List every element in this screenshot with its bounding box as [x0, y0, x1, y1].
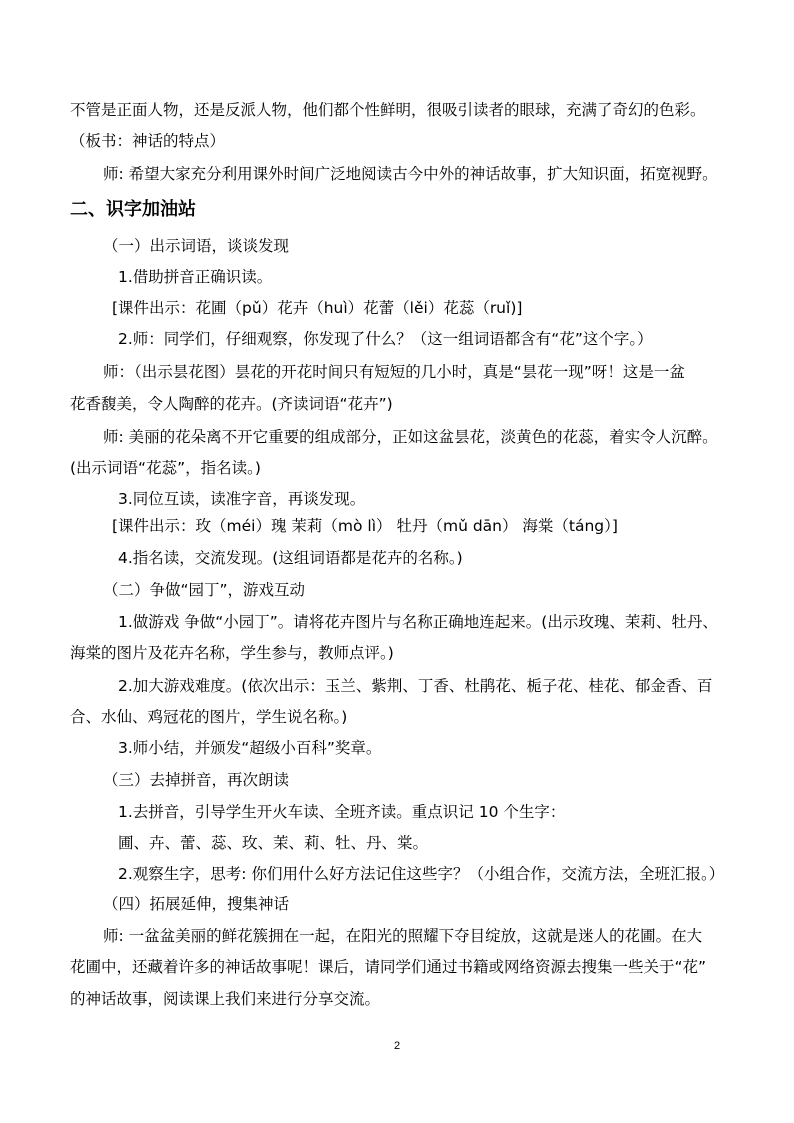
paragraph-line: 师: 一盆盆美丽的鲜花簇拥在一起，在阳光的照耀下夺目绽放，这就是迷人的花圃。在大: [103, 927, 703, 945]
subsection-heading: （三）去掉拼音，再次朗读: [103, 771, 290, 789]
character-list: 圃、卉、蕾、蕊、玫、茉、莉、牡、丹、棠。: [118, 834, 429, 852]
paragraph-line: 1.去拼音，引导学生开火车读、全班齐读。重点识记 10 个生字：: [118, 803, 566, 821]
board-note: （板书：神话的特点）: [70, 132, 226, 150]
paragraph-line: 师: 希望大家充分利用课外时间广泛地阅读古今中外的神话故事，扩大知识面，拓宽视野。: [103, 165, 718, 183]
paragraph-line: 师：（出示昙花图）昙花的开花时间只有短短的几小时，真是“昙花一现”呀！这是一盆: [103, 363, 685, 381]
paragraph-line: [课件出示：花圃（pǔ）花卉（huì）花蕾（lěi）花蕊（ruǐ)]: [112, 299, 523, 317]
paragraph-line: 2.师：同学们，仔细观察，你发现了什么？（这一组词语都含有“花”这个字。）: [118, 330, 653, 348]
paragraph-line: 的神话故事，阅读课上我们来进行分享交流。: [70, 990, 381, 1008]
subsection-heading: （一）出示词语，谈谈发现: [103, 237, 290, 255]
paragraph-line: 花香馥美，令人陶醉的花卉。(齐读词语“花卉”): [70, 395, 393, 413]
paragraph-line: 合、水仙、鸡冠花的图片，学生说名称。): [70, 708, 348, 726]
paragraph-line: 2.加大游戏难度。(依次出示：玉兰、紫荆、丁香、杜鹃花、栀子花、桂花、郁金香、百: [118, 677, 713, 695]
paragraph-line: 3.师小结，并颁发“超级小百科”奖章。: [118, 739, 382, 757]
paragraph-line: 海棠的图片及花卉名称，学生参与，教师点评。): [70, 644, 394, 662]
paragraph-line: 4.指名读，交流发现。(这组词语都是花卉的名称。): [118, 549, 463, 567]
subsection-heading: （二）争做“园丁”，游戏互动: [103, 581, 306, 599]
paragraph-line: [课件出示：玫（méi）瑰 茉莉（mò lì） 牡丹（mǔ dān） 海棠（táng）]: [112, 517, 618, 535]
subsection-heading: （四）拓展延伸，搜集神话: [103, 895, 290, 913]
paragraph-line: 师: 美丽的花朵离不开它重要的组成部分，正如这盆昙花，淡黄色的花蕊，着实令人沉醉。: [103, 428, 718, 446]
paragraph-line: 2.观察生字，思考: 你们用什么好方法记住这些字？（小组合作，交流方法，全班汇报。）: [118, 865, 725, 883]
paragraph-line: 3.同位互读，读准字音，再谈发现。: [118, 490, 366, 508]
paragraph-line: 不管是正面人物，还是反派人物，他们都个性鲜明，很吸引读者的眼球，充满了奇幻的色彩。: [70, 101, 706, 119]
paragraph-line: 1.做游戏 争做“小园丁”。请将花卉图片与名称正确地连起来。(出示玫瑰、茉莉、牡丹、: [118, 613, 718, 631]
paragraph-line: 1.借助拼音正确识读。: [118, 268, 273, 286]
section-heading: 二、识字加油站: [70, 199, 196, 220]
page-number: 2: [393, 1040, 401, 1052]
paragraph-line: 花圃中，还藏着许多的神话故事呢！课后，请同学们通过书籍或网络资源去搜集一些关于“花”: [70, 958, 707, 976]
paragraph-line: (出示词语“花蕊”，指名读。): [70, 459, 261, 477]
